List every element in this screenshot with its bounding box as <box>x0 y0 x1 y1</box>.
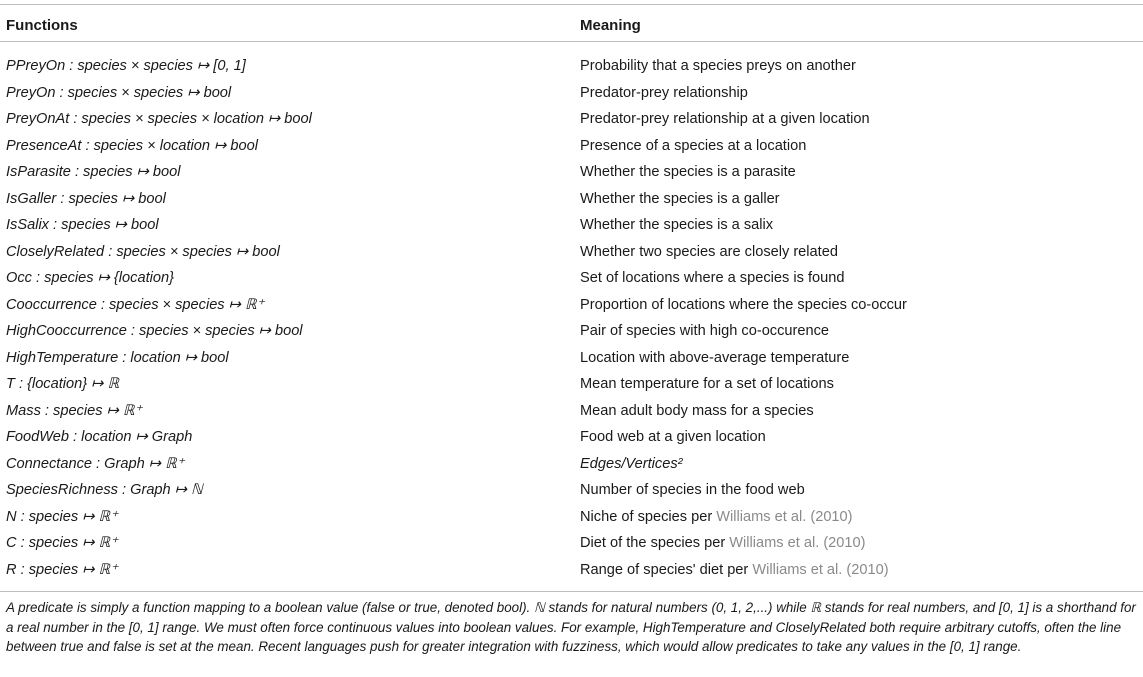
function-meaning <box>580 557 889 584</box>
function-meaning <box>580 186 780 213</box>
function-signature: HighCooccurrence : species × species ↦ bool <box>6 323 303 339</box>
table-row <box>0 106 1143 133</box>
table-row <box>0 239 1143 266</box>
citation-link[interactable]: Williams et al. (2010) <box>716 508 853 525</box>
function-signature: PPreyOn : species × species ↦ [0, 1] <box>6 58 246 74</box>
function-signature: SpeciesRichness : Graph ↦ ℕ <box>6 482 203 498</box>
function-meaning <box>580 530 866 557</box>
table-row <box>0 424 1143 451</box>
table-row <box>0 53 1143 80</box>
function-signature: PresenceAt : species × location ↦ bool <box>6 137 258 154</box>
meaning-text: Whether two species are closely related <box>580 243 838 260</box>
meaning-text: Predator-prey relationship at a given location <box>580 111 870 127</box>
function-signature: N : species ↦ ℝ⁺ <box>6 508 118 525</box>
table-row <box>0 80 1143 107</box>
table-row <box>0 133 1143 160</box>
meaning-text: Probability that a species preys on another <box>580 58 856 74</box>
function-meaning <box>580 133 806 160</box>
table-row <box>0 398 1143 425</box>
meaning-text: Edges/Vertices² <box>580 455 683 472</box>
function-signature: Occ : species ↦ {location} <box>6 270 174 286</box>
table-row <box>0 186 1143 213</box>
function-signature: T : {location} ↦ ℝ <box>6 376 120 392</box>
meaning-text: Niche of species per <box>580 508 717 525</box>
function-meaning <box>580 424 766 451</box>
table-row <box>0 265 1143 292</box>
function-meaning <box>580 318 829 345</box>
table-row <box>0 292 1143 319</box>
function-signature: Connectance : Graph ↦ ℝ⁺ <box>6 455 185 472</box>
function-signature: PreyOn : species × species ↦ bool <box>6 84 232 101</box>
function-meaning <box>580 371 834 398</box>
table-row <box>0 504 1143 531</box>
table-row <box>0 530 1143 557</box>
citation-link[interactable]: Williams et al. (2010) <box>729 535 866 551</box>
meaning-text: Set of locations where a species is found <box>580 270 845 286</box>
function-meaning <box>580 292 907 319</box>
function-meaning <box>580 345 849 372</box>
function-meaning <box>580 398 814 425</box>
function-meaning <box>580 53 856 80</box>
function-meaning <box>580 80 748 107</box>
meaning-text: Mean adult body mass for a species <box>580 402 814 419</box>
table-row <box>0 451 1143 478</box>
table-row <box>0 318 1143 345</box>
table-row <box>0 477 1143 504</box>
function-signature: HighTemperature : location ↦ bool <box>6 349 229 366</box>
table-row <box>0 159 1143 186</box>
meaning-text: Whether the species is a galler <box>580 190 780 207</box>
table-row <box>0 345 1143 372</box>
meaning-text: Predator-prey relationship <box>580 84 748 101</box>
function-meaning <box>580 504 853 531</box>
function-meaning <box>580 265 844 292</box>
function-meaning <box>580 451 682 478</box>
table-footnote: A predicate is simply a function mapping to a boolean value (false or true, denoted bool). ℕ stands for natural numbers (0, 1, 2,...) while ℝ stands for real numbers, and [0, 1] is a shorthand for a real number in the [0, 1] range. We must often force continuous values into boolean values. For example, HighTemperature and CloselyRelated both require arbitrary cutoffs, often the line between true and false is set at the mean. Recent languages push for greater integration with fuzziness, which would allow predicates to take any values in the [0, 1] range. <box>6 600 1136 654</box>
meaning-text: Proportion of locations where the species co-occur <box>580 296 907 313</box>
function-meaning <box>580 212 773 239</box>
table-header <box>0 4 1143 46</box>
table-row <box>0 212 1143 239</box>
function-signature: IsGaller : species ↦ bool <box>6 190 166 207</box>
meaning-text: Whether the species is a parasite <box>580 164 796 180</box>
meaning-text: Mean temperature for a set of locations <box>580 376 834 392</box>
function-signature: IsSalix : species ↦ bool <box>6 217 159 233</box>
header-rule <box>0 41 1143 42</box>
function-meaning <box>580 239 838 266</box>
meaning-text: Food web at a given location <box>580 429 766 445</box>
meaning-text: Diet of the species per <box>580 535 730 551</box>
function-meaning <box>580 106 870 133</box>
table-row <box>0 557 1143 584</box>
function-signature: R : species ↦ ℝ⁺ <box>6 561 118 578</box>
meaning-text: Whether the species is a salix <box>580 217 774 233</box>
table-body <box>0 53 1143 583</box>
meaning-header: Meaning <box>580 17 641 34</box>
meaning-text: Pair of species with high co-occurence <box>580 323 830 339</box>
table-row <box>0 371 1143 398</box>
citation-link[interactable]: Williams et al. (2010) <box>752 561 889 578</box>
meaning-text: Location with above-average temperature <box>580 349 850 366</box>
function-signature: CloselyRelated : species × species ↦ bool <box>6 243 280 260</box>
function-signature: FoodWeb : location ↦ Graph <box>6 429 193 445</box>
meaning-text: Presence of a species at a location <box>580 137 807 154</box>
function-signature: Cooccurrence : species × species ↦ ℝ⁺ <box>6 296 265 313</box>
meaning-text: Range of species' diet per <box>580 561 753 578</box>
function-signature: PreyOnAt : species × species × location ↦ bool <box>6 111 312 127</box>
bottom-rule <box>0 591 1143 592</box>
function-signature: IsParasite : species ↦ bool <box>6 164 181 180</box>
functions-header: Functions <box>6 17 78 34</box>
function-meaning <box>580 477 805 504</box>
function-signature: Mass : species ↦ ℝ⁺ <box>6 402 143 419</box>
function-signature: C : species ↦ ℝ⁺ <box>6 535 118 551</box>
function-meaning <box>580 159 796 186</box>
meaning-text: Number of species in the food web <box>580 482 805 498</box>
